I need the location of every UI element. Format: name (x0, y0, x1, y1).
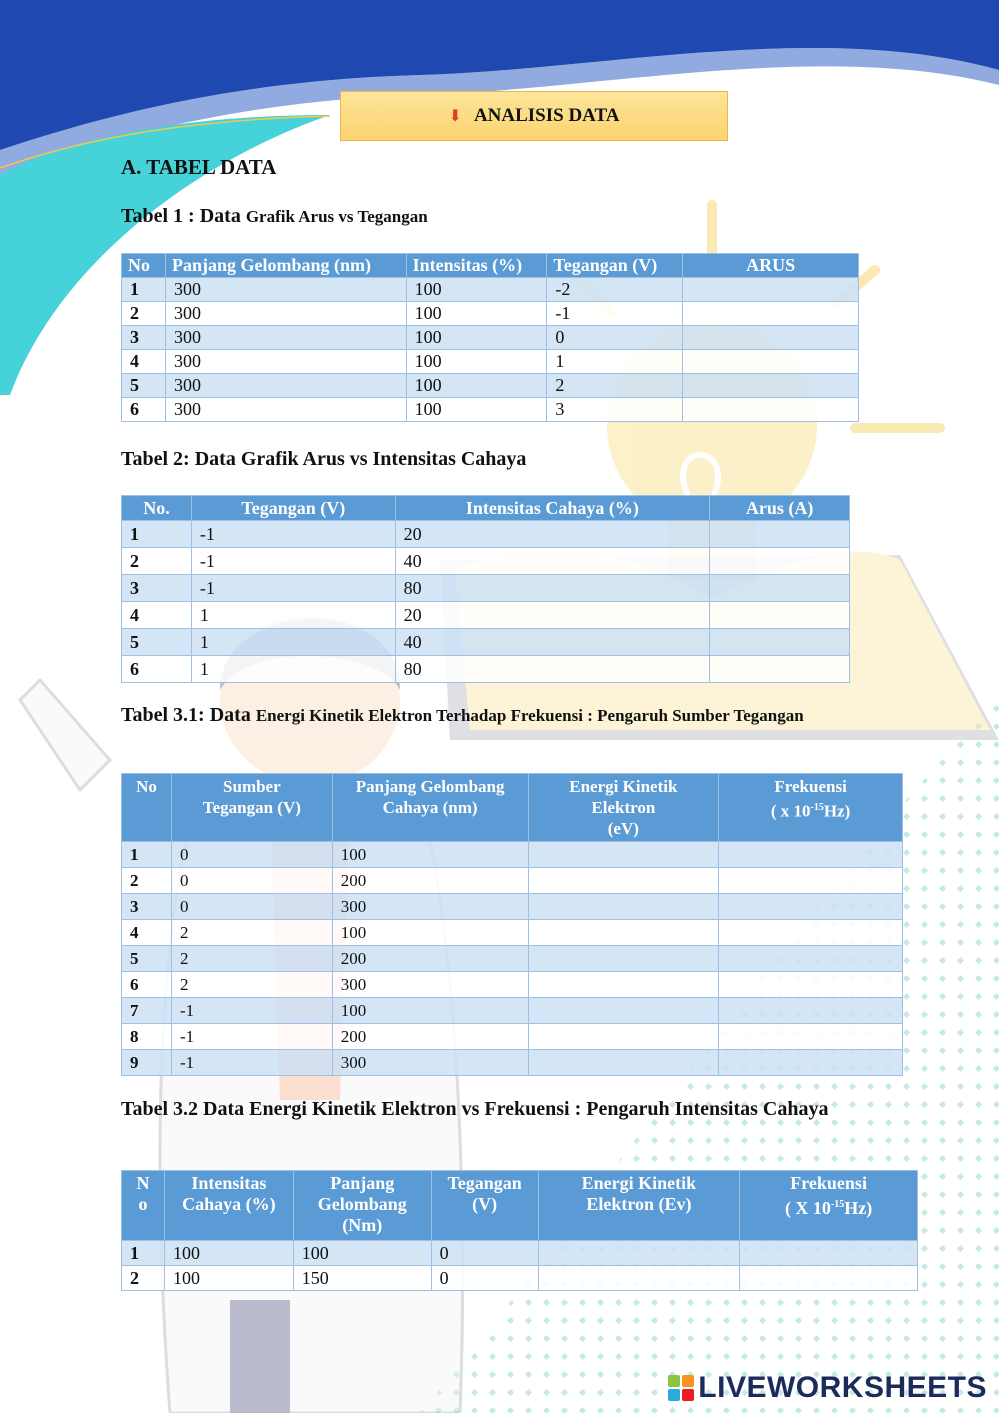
table-cell (710, 548, 850, 575)
table-cell: 2 (171, 920, 332, 946)
table32-header-no: N o (122, 1171, 165, 1241)
table-cell: 9 (122, 1050, 172, 1076)
table-row (122, 398, 859, 422)
table31-header-sumber: Sumber Tegangan (V) (171, 774, 332, 842)
table32-header-frekuensi: Frekuensi ( X $10^{-15}Hz$) (740, 1171, 918, 1241)
table-cell: 3 (547, 398, 683, 422)
table1-header: ARUS (683, 254, 859, 278)
table-cell: 300 (332, 894, 528, 920)
table-cell: 1 (122, 521, 192, 548)
table-cell: 5 (122, 629, 192, 656)
table-cell (710, 656, 850, 683)
table-cell: 1 (122, 1241, 165, 1266)
table-cell (538, 1266, 740, 1291)
table-row (122, 575, 850, 602)
table-cell: 0 (171, 894, 332, 920)
table-row (122, 326, 859, 350)
table-cell: 7 (122, 998, 172, 1024)
table31 (121, 773, 903, 1076)
table-cell: 2 (122, 302, 166, 326)
table31-header-frekuensi: Frekuensi ( x $10^{-15}Hz$) (719, 774, 903, 842)
table-cell: 6 (122, 398, 166, 422)
table2-body (122, 521, 850, 683)
table-cell (528, 842, 719, 868)
table-cell: 300 (332, 1050, 528, 1076)
table-cell (719, 1024, 903, 1050)
table-cell: 2 (171, 972, 332, 998)
table1-body (122, 278, 859, 422)
table-row (122, 998, 903, 1024)
table-cell: 300 (332, 972, 528, 998)
table31-caption (121, 703, 861, 728)
table-cell (710, 602, 850, 629)
table-cell: 200 (332, 868, 528, 894)
table-row (122, 350, 859, 374)
table-cell: 300 (165, 350, 406, 374)
table31-header-no: No (122, 774, 172, 842)
table-cell: 200 (332, 1024, 528, 1050)
liveworksheets-logo-mark-icon (668, 1375, 694, 1401)
table-row (122, 1050, 903, 1076)
table-cell (528, 972, 719, 998)
table-cell (528, 998, 719, 1024)
table-cell: 100 (406, 326, 547, 350)
liveworksheets-logo-text: LIVEWORKSHEETS (698, 1371, 987, 1404)
section-title: A. TABEL DATA (121, 155, 277, 179)
table-cell: 2 (171, 946, 332, 972)
table-cell (683, 302, 859, 326)
table-row (122, 602, 850, 629)
table-cell: 40 (395, 548, 710, 575)
table-cell: 20 (395, 602, 710, 629)
table31-header-panjang: Panjang Gelombang Cahaya (nm) (332, 774, 528, 842)
table-cell: -1 (191, 521, 395, 548)
table-cell: 100 (406, 350, 547, 374)
table-cell (683, 326, 859, 350)
table-cell (719, 920, 903, 946)
table-row (122, 302, 859, 326)
table-cell: 3 (122, 575, 192, 602)
table-cell: -1 (171, 998, 332, 1024)
table31-body (122, 842, 903, 1076)
table-cell: 1 (122, 278, 166, 302)
table-cell: 1 (191, 656, 395, 683)
table-cell: -2 (547, 278, 683, 302)
table-cell: -1 (171, 1050, 332, 1076)
table-cell (683, 350, 859, 374)
table-cell: 200 (332, 946, 528, 972)
table-cell: 6 (122, 972, 172, 998)
table32-header-panjang: Panjang Gelombang (Nm) (293, 1171, 431, 1241)
table-row (122, 656, 850, 683)
table-row (122, 972, 903, 998)
table1-header: Panjang Gelombang (nm) (165, 254, 406, 278)
table-cell: 4 (122, 602, 192, 629)
table-row (122, 1024, 903, 1050)
table-cell: 2 (122, 1266, 165, 1291)
table-cell: 1 (122, 842, 172, 868)
table-cell: 5 (122, 946, 172, 972)
table-cell (538, 1241, 740, 1266)
table-cell: 40 (395, 629, 710, 656)
table-cell: 1 (547, 350, 683, 374)
table-cell (528, 894, 719, 920)
table-cell (719, 998, 903, 1024)
table-cell (719, 868, 903, 894)
table-cell: 4 (122, 350, 166, 374)
table-cell (719, 894, 903, 920)
table32 (121, 1170, 918, 1291)
table1-caption-sub: Grafik Arus vs Tegangan (245, 207, 428, 226)
table2-header: Tegangan (V) (191, 496, 395, 521)
table-cell: 100 (332, 842, 528, 868)
table-cell: 100 (164, 1266, 293, 1291)
table32-header-energi: Energi Kinetik Elektron (Ev) (538, 1171, 740, 1241)
table-cell: 0 (171, 868, 332, 894)
table-cell: 5 (122, 374, 166, 398)
table-cell (528, 920, 719, 946)
table-cell: 0 (431, 1266, 538, 1291)
table32-header-intensitas: Intensitas Cahaya (%) (164, 1171, 293, 1241)
table-cell (683, 374, 859, 398)
table-cell: 2 (122, 548, 192, 575)
table-row (122, 1241, 918, 1266)
table-cell: 300 (165, 278, 406, 302)
table-cell: 300 (165, 326, 406, 350)
table32-header-tegangan: Tegangan (V) (431, 1171, 538, 1241)
table1-header: Tegangan (V) (547, 254, 683, 278)
table1-header: Intensitas (%) (406, 254, 547, 278)
table-cell: 0 (431, 1241, 538, 1266)
table-cell (683, 398, 859, 422)
table1-caption (121, 205, 428, 228)
table-cell (719, 972, 903, 998)
table-cell: 100 (406, 374, 547, 398)
table-cell: 80 (395, 575, 710, 602)
table-cell: 300 (165, 398, 406, 422)
table-cell: 100 (293, 1241, 431, 1266)
table2-header: Arus (A) (710, 496, 850, 521)
table-cell (528, 946, 719, 972)
table-cell: -1 (171, 1024, 332, 1050)
table2-header: Intensitas Cahaya (%) (395, 496, 710, 521)
table32-body (122, 1241, 918, 1291)
table-cell: 8 (122, 1024, 172, 1050)
table-cell (719, 946, 903, 972)
table-row (122, 842, 903, 868)
table32-caption: Tabel 3.2 Data Energi Kinetik Elektron vs Frekuensi : Pengaruh Intensitas Cahaya (121, 1098, 829, 1120)
table1-caption-main: Tabel 1 : Data (121, 205, 241, 227)
table31-header-energi: Energi Kinetik Elektron (eV) (528, 774, 719, 842)
arrow-down-icon: ⬇ (448, 108, 462, 125)
table-cell: 4 (122, 920, 172, 946)
table-row (122, 920, 903, 946)
table-cell: 100 (406, 278, 547, 302)
table-cell: 100 (332, 998, 528, 1024)
table2-header: No. (122, 496, 192, 521)
table-cell: 20 (395, 521, 710, 548)
table-row (122, 374, 859, 398)
table-cell (528, 1024, 719, 1050)
table-cell: 2 (547, 374, 683, 398)
table1 (121, 253, 859, 422)
header-banner (340, 91, 728, 141)
table31-caption-main: Tabel 3.1: Data (121, 704, 251, 726)
table-cell (710, 575, 850, 602)
table31-caption-sub: Energi Kinetik Elektron Terhadap Frekuensi : Pengaruh Sumber Tegangan (255, 706, 804, 725)
table-cell (528, 868, 719, 894)
table-cell: 6 (122, 656, 192, 683)
table-cell: 150 (293, 1266, 431, 1291)
table-cell: 3 (122, 326, 166, 350)
table-cell: 100 (164, 1241, 293, 1266)
table-cell: 0 (171, 842, 332, 868)
table-cell: 100 (332, 920, 528, 946)
table-row (122, 278, 859, 302)
table-cell: -1 (191, 548, 395, 575)
table-row (122, 1266, 918, 1291)
table-cell: -1 (191, 575, 395, 602)
table-cell (528, 1050, 719, 1076)
header-title: ANALISIS DATA (473, 105, 620, 126)
table-cell (710, 629, 850, 656)
table-cell (719, 842, 903, 868)
table2 (121, 495, 850, 683)
table-row (122, 548, 850, 575)
table-cell: 300 (165, 374, 406, 398)
table-row (122, 894, 903, 920)
table-cell: 100 (406, 398, 547, 422)
table-row (122, 521, 850, 548)
table-cell: 1 (191, 629, 395, 656)
table-cell: 100 (406, 302, 547, 326)
table-cell: 300 (165, 302, 406, 326)
table-cell: 80 (395, 656, 710, 683)
table1-header: No (122, 254, 166, 278)
table-cell: 1 (191, 602, 395, 629)
table-cell: 0 (547, 326, 683, 350)
table-cell: 3 (122, 894, 172, 920)
liveworksheets-logo (668, 1371, 987, 1405)
table-cell (740, 1241, 918, 1266)
table-cell (719, 1050, 903, 1076)
table-cell: 2 (122, 868, 172, 894)
table-row (122, 868, 903, 894)
table-row (122, 629, 850, 656)
table-cell (683, 278, 859, 302)
table-cell: -1 (547, 302, 683, 326)
table2-caption: Tabel 2: Data Grafik Arus vs Intensitas Cahaya (121, 448, 527, 470)
table-cell (710, 521, 850, 548)
table-row (122, 946, 903, 972)
table-cell (740, 1266, 918, 1291)
